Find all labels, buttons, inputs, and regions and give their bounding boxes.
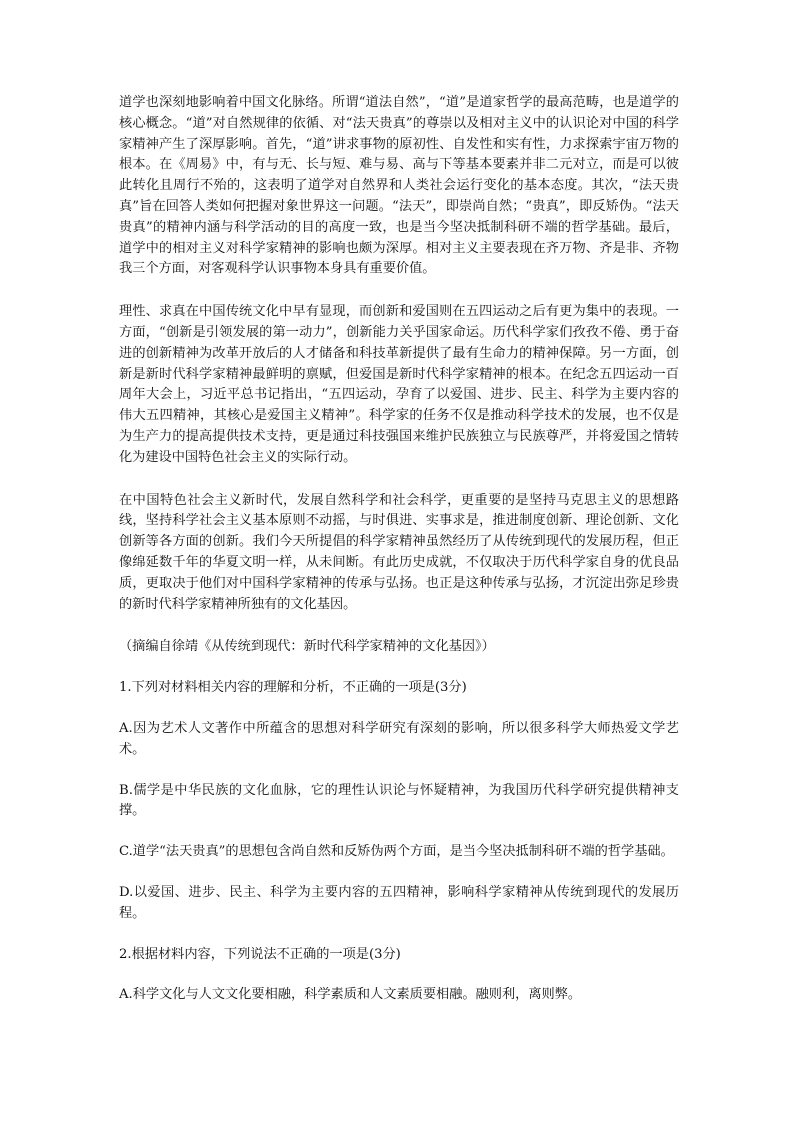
question-1-option-d: D.以爱国、进步、民主、科学为主要内容的五四精神，影响科学家精神从传统到现代的发展历程。	[119, 884, 679, 921]
question-1-option-b: B.儒学是中华民族的文化血脉，它的理性认识论与怀疑精神，为我国历代科学研究提供精神支撑。	[119, 782, 679, 819]
document-page	[119, 93, 679, 1006]
question-1-option-c: C.道学“法天贵真”的思想包含尚自然和反矫伪两个方面，是当今坚决抵制科研不端的哲学基础。	[119, 844, 674, 860]
question-2-option-a: A.科学文化与人文文化要相融，科学素质和人文素质要相融。融则利，离则弊。	[119, 987, 582, 1003]
passage-paragraph-3: 在中国特色社会主义新时代，发展自然科学和社会科学，更重要的是坚持马克思主义的思想路线，坚持科学社会主义基本原则不动摇，与时俱进、实事求是，推进制度创新、理论创新、文化创新等各方面的创新。我们今天所提倡的科学家精神虽然经历了从传统到现代的发展历程，但正像绵延数千年的华夏文明一样，从未间断。有此历史成就，不仅取决于历代科学家自身的优良品质，更取决于他们对中国科学家精神的传承与弘扬。也正是这种传承与弘扬，才沉淀出弥足珍贵的新时代科学家精神所独有的文化基因。	[119, 492, 679, 612]
question-1-option-a: A.因为艺术人文著作中所蕴含的思想对科学研究有深刻的影响，所以很多科学大师热爱文学艺术。	[119, 720, 679, 757]
question-1-stem: 1.下列对材料相关内容的理解和分析，不正确的一项是(3分)	[119, 680, 467, 696]
passage-paragraph-2: 理性、求真在中国传统文化中早有显现，而创新和爱国则在五四运动之后有更为集中的表现。一方面，“创新是引领发展的第一动力”，创新能力关乎国家命运。历代科学家们孜孜不倦、勇于奋进的创新精神为改革开放后的人才储备和科技革新提供了最有生命力的精神保障。另一方面，创新是新时代科学家精神最鲜明的禀赋，但爱国是新时代科学家精神的根本。在纪念五四运动一百周年大会上，习近平总书记指出，“五四运动，孕育了以爱国、进步、民主、科学为主要内容的伟大五四精神，其核心是爱国主义精神”。科学家的任务不仅是推动科学技术的发展，也不仅是为生产力的提高提供技术支持，更是通过科技强国来维护民族独立与民族尊严，并将爱国之情转化为建设中国特色社会主义的实际行动。	[119, 304, 679, 465]
question-2-stem: 2.根据材料内容，下列说法不正确的一项是(3分)	[119, 946, 401, 962]
passage-paragraph-1: 道学也深刻地影响着中国文化脉络。所谓“道法自然”，“道”是道家哲学的最高范畴，也是道学的核心概念。“道”对自然规律的依循、对“法天贵真”的尊崇以及相对主义中的认识论对中国的科学家精神产生了深厚影响。首先，“道”讲求事物的原初性、自发性和实有性，力求探索宇宙万物的根本。在《周易》中，有与无、长与短、难与易、高与下等基本要素并非二元对立，而是可以彼此转化且周行不殆的，这表明了道学对自然界和人类社会运行变化的基本态度。其次，“法天贵真”旨在回答人类如何把握对象世界这一问题。“法天”，即崇尚自然；“贵真”，即反矫伪。“法天贵真”的精神内涵与科学活动的目的高度一致，也是当今坚决抵制科研不端的哲学基础。最后，道学中的相对主义对科学家精神的影响也颇为深厚。相对主义主要表现在齐万物、齐是非、齐物我三个方面，对客观科学认识事物本身具有重要价值。	[119, 95, 679, 277]
source-citation: （摘编自徐靖《从传统到现代：新时代科学家精神的文化基因》）	[119, 639, 495, 655]
